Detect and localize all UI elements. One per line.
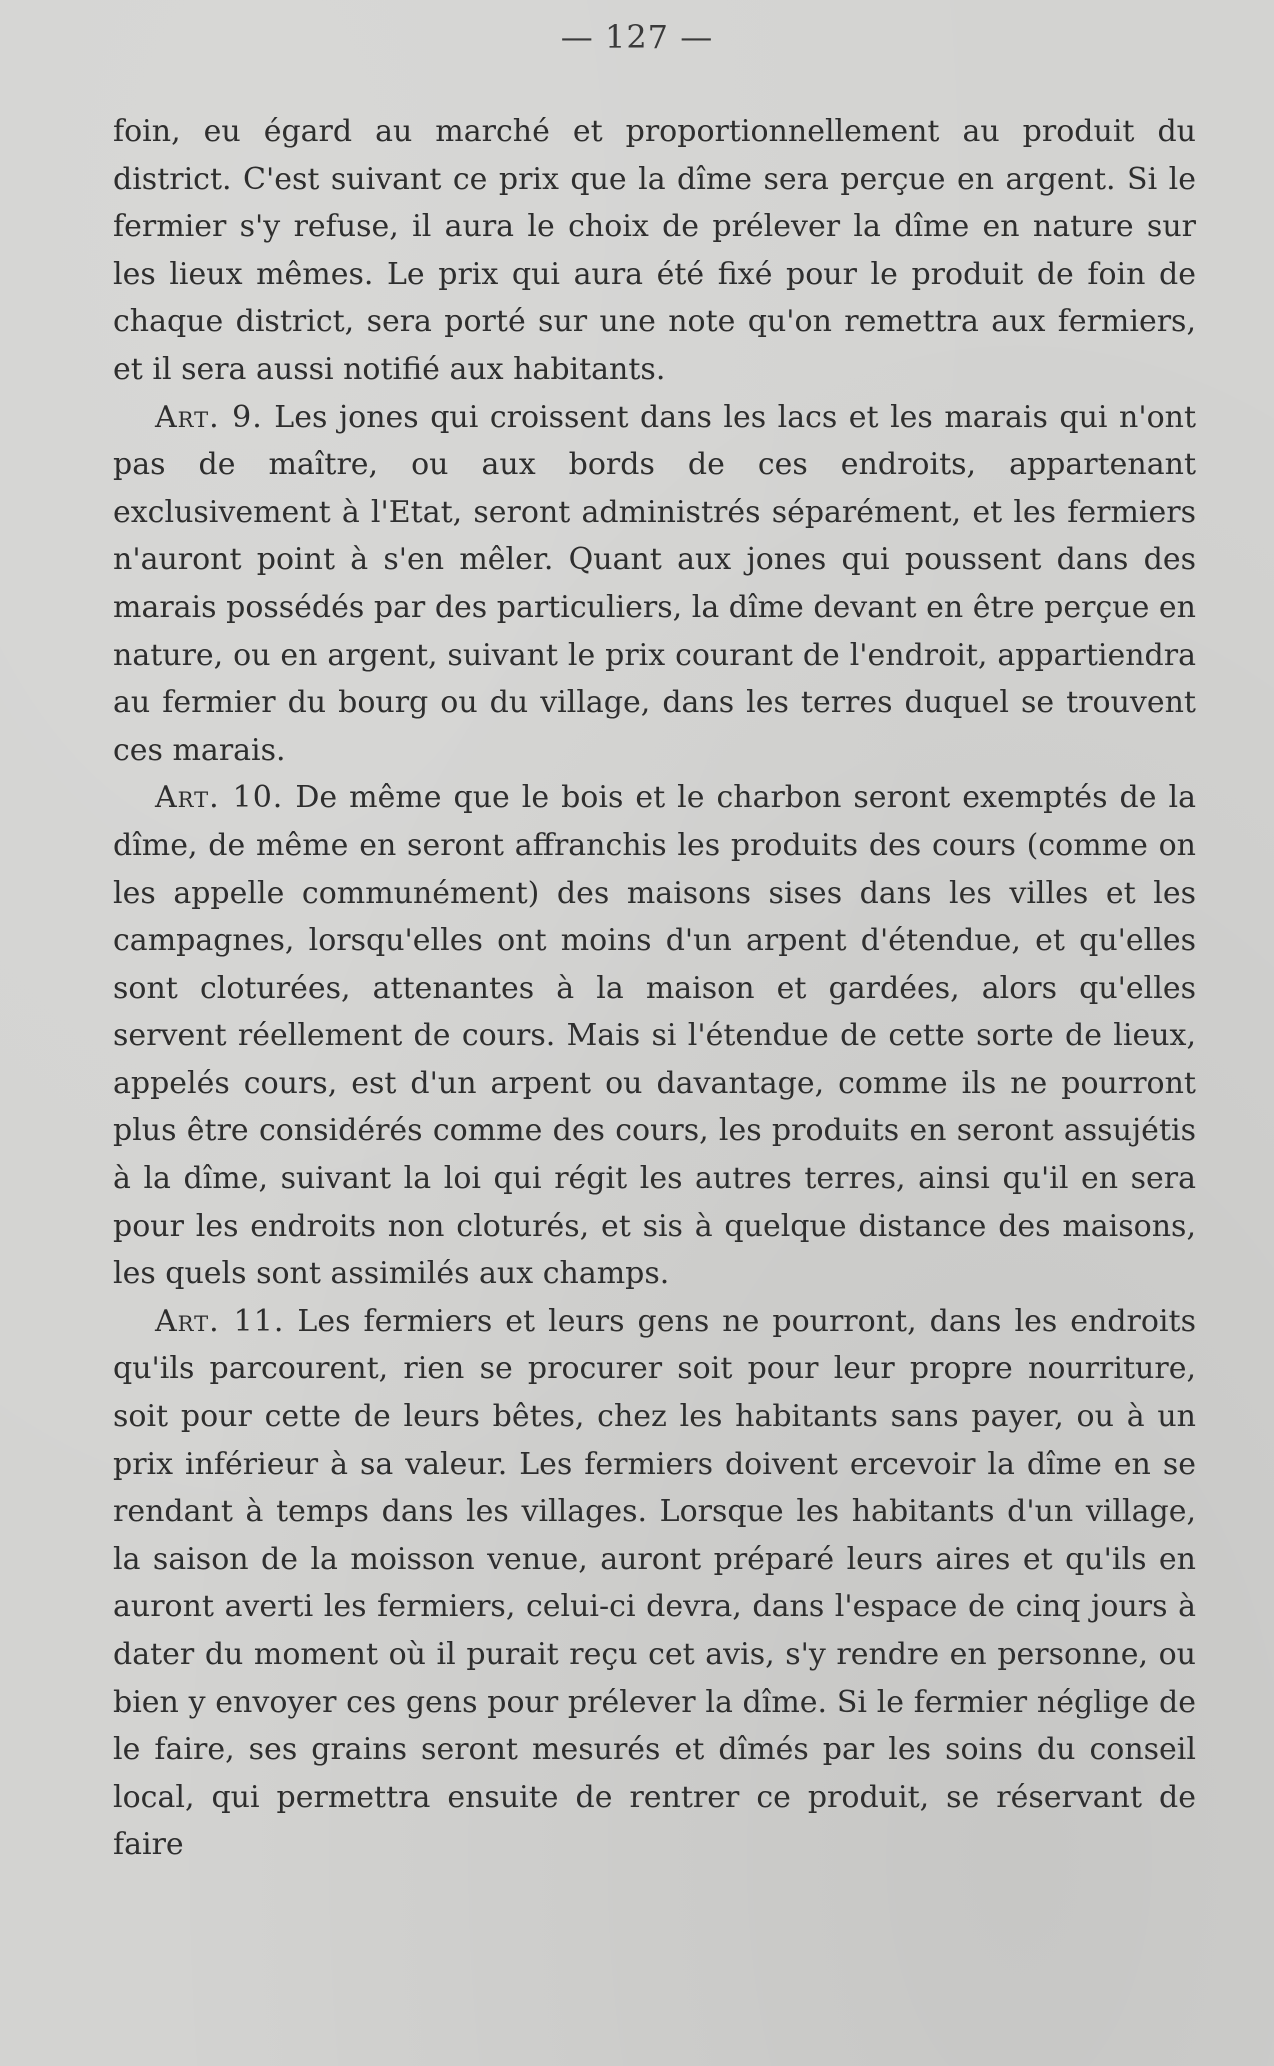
paragraph-text: foin, eu égard au marché et proportionnellement au produit du district. C'est suivant ce prix que la dîme sera perçue en argent. Si le fermier s'y refuse, il aura le choix de prélever la dîme en nature sur les lieux mêmes. Le prix qui aura été fixé pour le produit de foin de chaque district, sera porté sur une note qu'on remettra aux fermiers, et il sera aussi notifié aux habitants. — [113, 114, 1196, 387]
article-label: Art. 11. — [155, 1303, 285, 1339]
paragraph-text: Les fermiers et leurs gens ne pourront, dans les endroits qu'ils parcourent, rien se procurer soit pour leur propre nourriture, soit pour cette de leurs bêtes, chez les habitants sans payer, ou à un prix inférieur à sa valeur. Les fermiers doivent ercevoir la dîme en se rendant à temps dans les villages. Lorsque les habitants d'un village, la saison de la moisson venue, auront préparé leurs aires et qu'ils en auront averti les fermiers, celui-ci devra, dans l'espace de cinq jours à dater du moment où il purait reçu cet avis, s'y rendre en personne, ou bien y envoyer ces gens pour prélever la dîme. Si le fermier néglige de le faire, ses grains seront mesurés et dîmés par les soins du conseil local, qui permettra ensuite de rentrer ce produit, se réservant de faire — [113, 1303, 1196, 1863]
page-number: — 127 — — [560, 18, 714, 56]
article-11 — [113, 1298, 1196, 1869]
paragraph-text: Les jones qui croissent dans les lacs et les marais qui n'ont pas de maître, ou aux bords de ces endroits, appartenant exclusivement à l'Etat, seront administrés séparément, et les fermiers n'auront point à s'en mêler. Quant aux jones qui poussent dans des marais possédés par des particuliers, la dîme devant en être perçue en nature, ou en argent, suivant le prix courant de l'endroit, appartiendra au fermier du bourg ou du village, dans les terres duquel se trouvent ces marais. — [113, 399, 1197, 768]
page-body — [113, 108, 1196, 1869]
article-label: Art. 9. — [155, 399, 263, 435]
article-label: Art. 10. — [155, 780, 284, 816]
article-9 — [113, 394, 1196, 775]
paragraph-text: De même que le bois et le charbon seront exemptés de la dîme, de même en seront affranchis les produits des cours (comme on les appelle communément) des maisons sises dans les villes et les campagnes, lorsqu'elles ont moins d'un arpent d'étendue, et qu'elles sont cloturées, attenantes à la maison et gardées, alors qu'elles servent réellement de cours. Mais si l'étendue de cette sorte de lieux, appelés cours, est d'un arpent ou davantage, comme ils ne pourront plus être considérés comme des cours, les produits en seront assujétis à la dîme, suivant la loi qui régit les autres terres, ainsi qu'il en sera pour les endroits non cloturés, et sis à quelque distance des maisons, les quels sont assimilés aux champs. — [113, 780, 1196, 1292]
article-10 — [113, 774, 1196, 1298]
paragraph-continuation — [113, 108, 1196, 394]
